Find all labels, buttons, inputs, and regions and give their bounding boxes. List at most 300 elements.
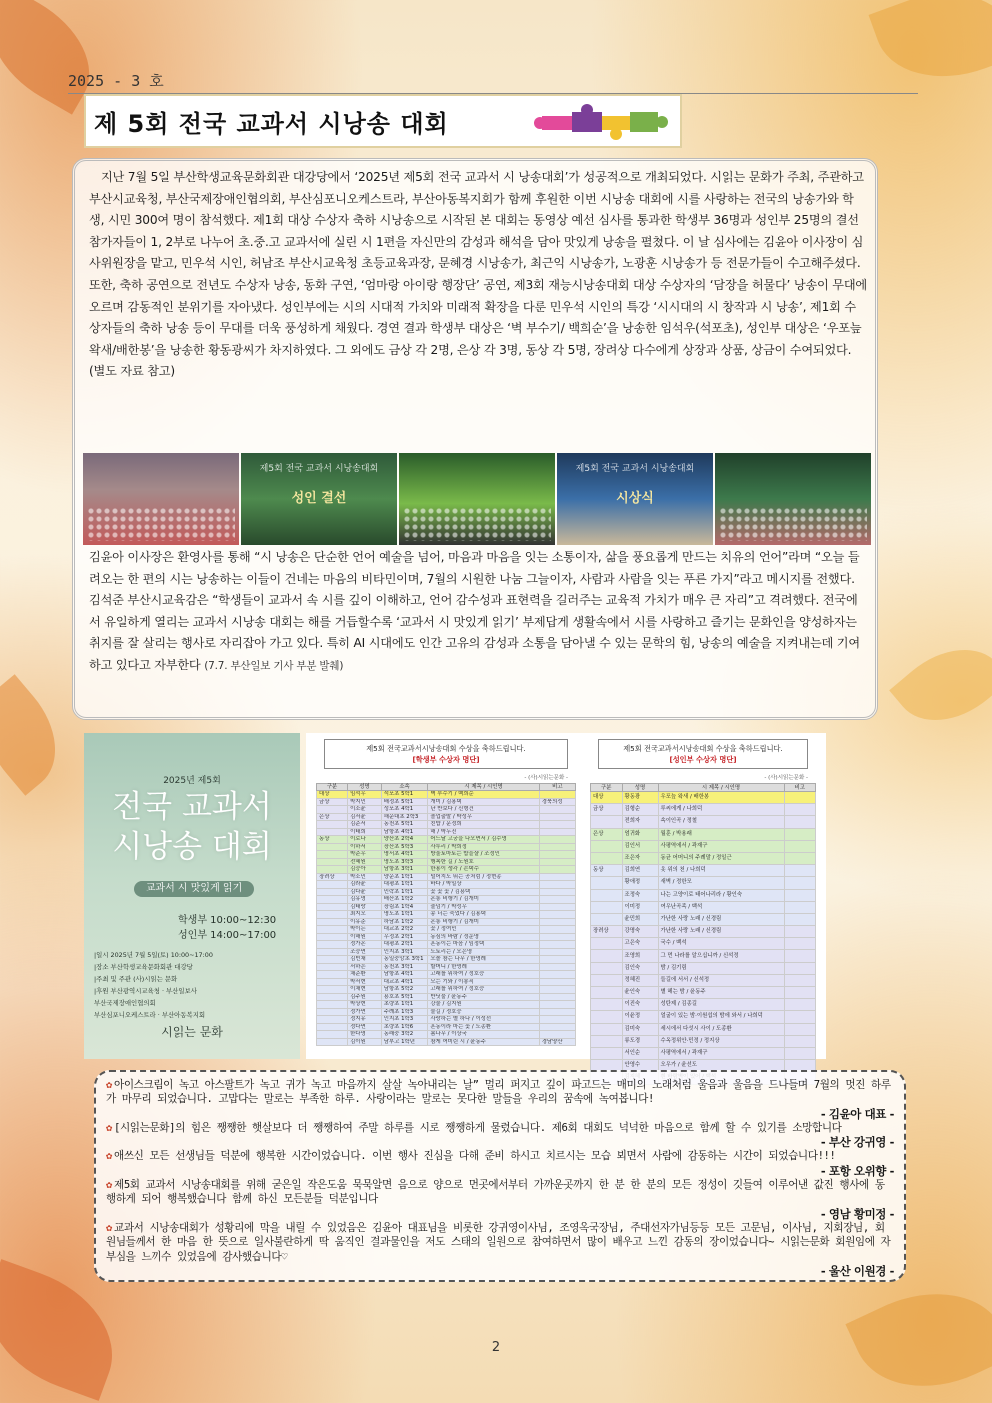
adult-list-heading-b: [성인부 수상자 명단] <box>669 755 737 764</box>
table-row <box>317 1031 576 1039</box>
table-cell: 대상 <box>591 792 623 804</box>
table-cell: 할머니 / 한영례 <box>428 963 539 971</box>
table-cell <box>539 963 575 971</box>
student-list-org: - (사)시읽는문화 - <box>524 775 568 781</box>
table-cell <box>317 941 348 949</box>
table-cell <box>784 828 816 840</box>
table-cell <box>317 918 348 926</box>
table-row <box>591 828 816 840</box>
table-cell: 윤인숙 <box>622 987 658 999</box>
table-row <box>317 933 576 941</box>
table-cell: 김빈채 <box>348 956 382 964</box>
flower-bullet-icon: ✿ <box>106 1150 112 1163</box>
table-cell: 대교초 4학1 <box>381 978 428 986</box>
table-cell: 정혜진 <box>622 974 658 986</box>
table-cell: 석포초 5학1 <box>381 791 428 799</box>
table-cell <box>591 852 623 864</box>
table-cell: 동래중 3학2 <box>381 1031 428 1039</box>
table-cell: 금상 <box>591 804 623 816</box>
table-cell: 루씨에게 / 나희덕 <box>658 804 784 816</box>
table-cell: 김이원 <box>348 1038 382 1046</box>
table-cell: 김인숙 <box>622 962 658 974</box>
table-cell <box>591 987 623 999</box>
table-cell: 윤민희 <box>622 913 658 925</box>
poster-times <box>178 913 276 943</box>
table-cell <box>591 962 623 974</box>
table-cell <box>539 941 575 949</box>
table-cell: 초량초 1학1 <box>381 1001 428 1009</box>
table-cell <box>539 978 575 986</box>
table-cell <box>591 938 623 950</box>
table-row <box>591 999 816 1011</box>
table-cell: 엄귀화 <box>622 828 658 840</box>
table-cell <box>539 911 575 919</box>
table-cell: 박소민 <box>348 873 382 881</box>
table-cell <box>317 971 348 979</box>
table-row <box>317 1038 576 1046</box>
table-row <box>591 926 816 938</box>
testimonial-item <box>106 1149 894 1178</box>
table-cell: 김형순 <box>622 804 658 816</box>
table-cell: 이윤정 <box>622 1011 658 1023</box>
table-cell <box>784 889 816 901</box>
table-cell: 동균 어머니의 주례말 / 정일근 <box>658 852 784 864</box>
audience-crowd <box>87 507 235 541</box>
table-cell: 용호초 5학1 <box>381 993 428 1001</box>
table-cell: 혼동이는 마음 / 임정택 <box>428 941 539 949</box>
table-cell: 민락초 1학1 <box>381 888 428 896</box>
table-cell: 김미숙 <box>622 1023 658 1035</box>
table-row <box>317 836 576 844</box>
table-row <box>317 1016 576 1024</box>
table-cell <box>784 913 816 925</box>
table-cell <box>317 986 348 994</box>
table-cell: 명서초 4학1 <box>381 851 428 859</box>
table-cell: 콩 너는 죽었다 / 김용택 <box>428 911 539 919</box>
poster-info <box>94 949 292 1021</box>
table-cell: 배산초 1학2 <box>381 896 428 904</box>
table-cell <box>784 840 816 852</box>
student-list-heading-a: 제5회 전국교과서시낭송대회 수상을 축하드립니다. <box>366 744 526 753</box>
table-row <box>317 963 576 971</box>
table-row <box>317 911 576 919</box>
table-cell <box>539 1008 575 1016</box>
table-cell: 하남초 1학2 <box>381 918 428 926</box>
table-cell: 꽃 / 정여민 <box>428 926 539 934</box>
photo-stage-subcaption: 성인 결선 <box>291 491 347 506</box>
table-cell <box>539 918 575 926</box>
table-cell <box>317 896 348 904</box>
table-cell: 경남양산 <box>539 1038 575 1046</box>
table-cell: 장려상 <box>591 926 623 938</box>
table-cell <box>784 987 816 999</box>
table-cell: 월훈 / 박용래 <box>658 828 784 840</box>
table-cell: 서인순 <box>622 1047 658 1059</box>
table-cell <box>317 1016 348 1024</box>
table-row <box>317 918 576 926</box>
autumn-leaf-decoration <box>889 626 992 744</box>
adult-list-org: - (사)시읽는문화 - <box>764 775 808 781</box>
page-number: 2 <box>491 1340 501 1355</box>
table-cell: 남항초 4학1 <box>381 971 428 979</box>
testimonial-author: - 울산 이원경 - <box>820 1263 894 1278</box>
table-row <box>317 896 576 904</box>
testimonial-item <box>106 1221 894 1278</box>
table-cell: 가난한 사랑 노래 / 신경림 <box>658 926 784 938</box>
table-cell <box>317 993 348 1001</box>
table-cell <box>591 877 623 889</box>
table-cell <box>317 1031 348 1039</box>
table-cell: 물길 / 정호승 <box>428 1008 539 1016</box>
table-cell: 수옥정위안·민정 / 정지상 <box>658 1035 784 1047</box>
table-row <box>317 858 576 866</box>
table-cell <box>317 948 348 956</box>
table-cell: 친밥 / 문정희 <box>428 821 539 829</box>
student-column-header: 소속 <box>381 784 428 791</box>
testimonial-item <box>106 1121 894 1150</box>
table-cell: 박서현 <box>348 978 382 986</box>
table-cell: 이로나 <box>348 836 382 844</box>
testimonial-author: - 영남 황미정 - <box>820 1206 894 1221</box>
table-cell <box>317 881 348 889</box>
table-cell <box>317 888 348 896</box>
table-cell: 성탄제 / 김종길 <box>658 999 784 1011</box>
table-cell: 박지민 <box>348 798 382 806</box>
article-paragraph-text: 김윤아 이사장은 환영사를 통해 “시 낭송은 단순한 언어 예술을 넘어, 마음과 마음을 잇는 소통이자, 삶을 풍요롭게 만드는 치유의 언어”라며 “오늘 들려오는 한 편의 시는 낭송하는 이들이 건네는 마음의 비타민이며, 7월의 시원한 나눔 그늘이자, 사람과 사람을 잇는 푸른 가지”라고 메시지를 전했다. 김석준 부산시교육감은 “학생들이 교과서 속 시를 깊이 이해하고, 언어 감수성과 표현력을 길러주는 교육적 가치가 매우 큰 자리”고 격려했다. 전국에서 유일하게 열리는 교과서 시낭송 대회는 해를 거듭할수록 ‘교과서 시 맛있게 읽기’ 부제답게 생활속에서 시를 사랑하고 즐기는 문화인을 양성하자는 취지를 잘 살리는 행사로 자리잡아 가고 있다. 특히 AI 시대에도 인간 고유의 감성과 소통을 담아낼 수 있는 문학의 힘, 낭송의 예술을 지켜내는데 기여하고 있다고 자부한다 <box>89 550 860 672</box>
table-cell <box>591 1035 623 1047</box>
table-cell: 꽃 꽃 꽃 / 김용택 <box>428 888 539 896</box>
table-cell: 고은숙 <box>622 938 658 950</box>
table-cell <box>317 1023 348 1031</box>
table-row <box>591 852 816 864</box>
table-cell <box>539 933 575 941</box>
table-cell <box>784 804 816 816</box>
table-cell: 이소윤 <box>348 806 382 814</box>
table-cell: 한다영 <box>348 1031 382 1039</box>
table-cell: 나는 고양이로 태어나리라 / 황인숙 <box>658 889 784 901</box>
table-cell <box>539 948 575 956</box>
table-cell: 은상 <box>317 813 348 821</box>
table-cell <box>539 1016 575 1024</box>
table-cell: 동천초 3학1 <box>381 963 428 971</box>
poster-edition: 2025년 제5회 <box>163 776 221 786</box>
table-cell: 대평초 2학1 <box>381 941 428 949</box>
poster-title-line: 전국 교과서 <box>112 789 272 825</box>
testimonial-item <box>106 1178 894 1221</box>
table-cell: 박이든 <box>348 926 382 934</box>
table-cell: 우포늪 왁새 / 배한봉 <box>658 792 784 804</box>
table-row <box>591 840 816 852</box>
table-row <box>591 889 816 901</box>
table-cell: 장산초 5학3 <box>381 843 428 851</box>
table-cell: 박상현 <box>348 1001 382 1009</box>
table-cell: 이해원 <box>348 933 382 941</box>
table-cell: 전희자 <box>622 816 658 828</box>
photo-stage-caption: 제5회 전국 교과서 시낭송대회 <box>259 464 379 474</box>
table-cell: 김다윤 <box>348 888 382 896</box>
table-cell: 고래를 위하여 / 정호승 <box>428 986 539 994</box>
table-cell: 이채현 <box>348 986 382 994</box>
table-cell: 동일중앙초 3학1 <box>381 956 428 964</box>
table-cell <box>317 1001 348 1009</box>
table-cell <box>317 1038 348 1046</box>
table-cell <box>539 828 575 836</box>
issue-number: 2025 - 3 호 <box>68 70 918 94</box>
table-cell <box>317 843 348 851</box>
table-cell: 명도초 3학3 <box>381 858 428 866</box>
poster-info-line: |후원 부산광역시교육청 · 부산일보사 <box>94 987 197 995</box>
table-cell: 이진숙 <box>622 999 658 1011</box>
table-cell: 동상 <box>317 836 348 844</box>
table-cell <box>317 866 348 874</box>
table-cell: 서하은 <box>348 963 382 971</box>
table-cell: 온통 비행기 / 김개미 <box>428 918 539 926</box>
table-cell: 조은자 <box>622 852 658 864</box>
table-row <box>591 962 816 974</box>
table-cell: 김준서 <box>348 821 382 829</box>
event-photo-award <box>557 453 713 545</box>
testimonial-text: 애쓰신 모든 선생님들 덕분에 행복한 시간이었습니다. 이번 행사 진심을 다해 준비 하시고 치르시는 모습 뵈면서 사람에 감동하는 시간이 되었습니다!!! <box>113 1150 836 1163</box>
table-cell <box>539 986 575 994</box>
table-row <box>317 986 576 994</box>
table-cell: 최지오 <box>348 911 382 919</box>
table-row <box>317 1008 576 1016</box>
table-cell <box>317 828 348 836</box>
autumn-leaf-decoration <box>0 674 79 796</box>
table-row <box>317 851 576 859</box>
table-cell <box>784 950 816 962</box>
testimonial-text: 교과서 시낭송대회가 성황리에 막을 내릴 수 있었음은 김윤아 대표님을 비롯한 강귀영이사님, 조영옥국장님, 주대선자가님등등 모든 고문님, 이사님, 지회장님, 회원님들께서 한 마음 한 뜻으로 일사불란하게 딱 움직인 결과물인을 저도 스태의 일원으로 참여하면서 많이 배우고 느낀 감동의 장이었습니다~ 시읽는문화 회원임에 자부심을 느끼수 있었음에 감사했습니다♡ <box>106 1221 891 1263</box>
table-row <box>591 1035 816 1047</box>
table-row <box>591 816 816 828</box>
table-cell: 장림초 1학4 <box>381 903 428 911</box>
table-cell: 주례초 1학3 <box>381 1008 428 1016</box>
table-cell <box>784 938 816 950</box>
title-banner <box>84 94 682 148</box>
table-cell: 봄나무 / 이상국 <box>428 1031 539 1039</box>
table-row <box>317 926 576 934</box>
table-cell: 배정초 5학1 <box>381 798 428 806</box>
table-cell <box>591 1047 623 1059</box>
table-cell: 오우가 / 윤선도 <box>658 1060 784 1072</box>
testimonial-text: [시읽는문화]의 힘은 쨍쨍한 햇살보다 더 쨍쨍하여 주말 하루를 시로 쨍쨍하게 물렸습니다. 제6회 대회도 넉넉한 마음으로 함께 할 수 있기를 소망합니다 <box>113 1121 842 1134</box>
page-title: 제 5회 전국 교과서 시낭송 대회 <box>94 109 449 138</box>
poster-time-student: 학생부 10:00~12:30 <box>178 915 277 926</box>
table-cell: 남항초 3학1 <box>381 866 428 874</box>
table-cell <box>539 888 575 896</box>
table-cell <box>591 889 623 901</box>
table-row <box>317 828 576 836</box>
table-row <box>317 971 576 979</box>
table-cell: 정다연 <box>348 1023 382 1031</box>
table-cell: 조정숙 <box>622 889 658 901</box>
article-source: (7.7. 부산일보 기사 부분 발췌) <box>204 659 344 672</box>
poster-title-line: 시낭송 대회 <box>112 829 272 865</box>
table-cell: 금상 <box>317 798 348 806</box>
table-cell <box>591 840 623 852</box>
poster-brand: 시읽는 문화 <box>161 1025 223 1039</box>
table-cell <box>784 974 816 986</box>
table-cell <box>317 926 348 934</box>
table-cell: 안영수 <box>622 1060 658 1072</box>
table-cell <box>317 806 348 814</box>
table-cell: 고래를 위하여 / 정호승 <box>428 971 539 979</box>
table-cell: 도토리는 / 오은영 <box>428 948 539 956</box>
table-row <box>591 1023 816 1035</box>
table-row <box>317 1023 576 1031</box>
table-cell <box>539 971 575 979</box>
table-cell: 인지초 3학1 <box>381 948 428 956</box>
table-cell: 벽 부수기 / 백희순 <box>428 791 539 799</box>
table-row <box>591 950 816 962</box>
table-cell <box>539 836 575 844</box>
table-cell: 참게 여미린 시 / 윤동주 <box>428 1038 539 1046</box>
table-cell: 옷 위의 천 / 나희덕 <box>658 865 784 877</box>
table-cell <box>317 933 348 941</box>
table-cell: 김인서 <box>622 840 658 852</box>
table-cell <box>591 950 623 962</box>
table-cell: 양산초 2학4 <box>381 836 428 844</box>
table-row <box>591 974 816 986</box>
table-cell <box>317 858 348 866</box>
table-cell: 별 헤는 밤 / 윤동주 <box>658 987 784 999</box>
table-cell: 이하서 <box>348 843 382 851</box>
photo-award-caption: 제5회 전국 교과서 시낭송대회 <box>575 464 695 474</box>
poster-info-line: |장소 부산학생교육문화회관 대강당 <box>94 963 193 971</box>
table-cell <box>317 821 348 829</box>
event-photo-audience <box>83 453 239 545</box>
table-cell <box>539 993 575 1001</box>
table-cell: 새벽 / 정한모 <box>658 877 784 889</box>
poster-info-line: |주최 및 주관 (사)시읽는 문화 <box>94 975 178 983</box>
table-cell <box>784 901 816 913</box>
table-row <box>591 804 816 816</box>
table-cell: 인지초 1학3 <box>381 1016 428 1024</box>
table-cell: 동천초 5학1 <box>381 821 428 829</box>
table-row <box>591 792 816 804</box>
table-cell <box>591 1011 623 1023</box>
table-cell <box>784 816 816 828</box>
table-cell <box>317 851 348 859</box>
table-cell <box>784 852 816 864</box>
table-cell <box>784 1011 816 1023</box>
flower-bullet-icon: ✿ <box>106 1221 112 1234</box>
table-cell <box>539 866 575 874</box>
winners-lists-panel <box>306 733 826 1069</box>
table-cell: 얼굴이 있는 밤·이원섭의 밤에 와서 / 나희덕 <box>658 1011 784 1023</box>
table-cell: 동상 <box>591 865 623 877</box>
table-cell <box>784 999 816 1011</box>
table-row <box>317 806 576 814</box>
table-cell <box>784 1047 816 1059</box>
table-cell: 류도경 <box>622 1035 658 1047</box>
table-cell: 양운초 1학1 <box>381 873 428 881</box>
student-column-header: 시 제목 / 시인명 <box>428 784 539 791</box>
table-cell: 경북의성 <box>539 798 575 806</box>
table-cell: 한용이 생각 / 손택수 <box>428 866 539 874</box>
table-cell <box>591 913 623 925</box>
poster-title <box>84 787 300 867</box>
table-row <box>317 948 576 956</box>
table-cell <box>591 999 623 1011</box>
table-cell <box>539 843 575 851</box>
table-cell <box>539 791 575 799</box>
table-cell <box>539 1001 575 1009</box>
table-row <box>317 813 576 821</box>
table-row <box>591 1047 816 1059</box>
table-cell: 동심의 바람 / 정운영 <box>428 933 539 941</box>
table-cell <box>317 911 348 919</box>
event-photo-group <box>715 453 871 545</box>
testimonial-text: 아이스크림이 녹고 아스팔트가 녹고 귀가 녹고 마음까지 살살 녹아내리는 날” 멀리 퍼지고 깊이 파고드는 매미의 노래처럼 울음과 울음을 드나들며 7월의 멋진 하루가 마무리 되었습니다. 고맙다는 말로는 부족한 하루. 사랑이라는 말로는 못다한 말들을 우리의 꿈속에 녹여봅니다! <box>106 1079 891 1106</box>
table-cell: 이미정 <box>622 901 658 913</box>
table-cell: 황애정 <box>622 877 658 889</box>
table-row <box>591 913 816 925</box>
adult-winners-table <box>590 783 816 1085</box>
table-cell: 박준우 <box>348 851 382 859</box>
table-cell: 정가온 <box>348 941 382 949</box>
table-row <box>317 798 576 806</box>
table-cell: 가난한 사랑 노래 / 신경림 <box>658 913 784 925</box>
testimonials-box <box>94 1070 906 1282</box>
adult-column-header: 비고 <box>784 784 816 792</box>
article-paragraph: 지난 7월 5일 부산학생교육문화회관 대강당에서 ‘2025년 제5회 전국 교과서 시 낭송대회’가 성공적으로 개최되었다. 시읽는 문화가 주최, 주관하고 부산시교육청, 부산국제장애인협의회, 부산심포니오케스트라, 부산아동복지회가 함께 후원한 이번 시낭송 대회에 시를 사랑하는 전국의 낭송가와 학생, 시민 300여 명이 참석했다. 제1회 대상 수상자 축하 시낭송으로 시작된 본 대회는 동영상 예선 심사를 통과한 학생부 36명과 성인부 25명의 결선 참가자들이 1, 2부로 나누어 초.중.고 교과서에 실린 시 1편을 자신만의 감성과 해석을 담아 맛있게 낭송을 펼쳤다. 이 날 심사에는 김윤아 이사장이 심사위원장을 맡고, 민우석 시인, 허남조 부산시교육청 초등교육과장, 문혜경 시낭송가, 최근익 시낭송가, 노광훈 시낭송가 등 전문가들이 수고해주셨다. 또한, 축하 공연으로 전년도 수상자 낭송, 동화 구연, ‘엄마랑 아이랑 행장단’ 공연, 제3회 재능시낭송대회 대상 수상자의 ‘담장을 허물다’ 낭송이 무대에 오르며 감동적인 분위기를 자아냈다. 성인부에는 시의 시대적 가치와 미래적 확장을 다룬 민우석 시인의 특강 ‘시시대의 시 창작과 시 낭송’, 제1회 수상자들의 축하 낭송 등이 무대를 더욱 풍성하게 채웠다. 경연 결과 학생부 대상은 ‘벽 부수기/ 백희순’을 낭송한 임석우(석포초), 성인부 대상은 ‘우포늪 왁새/배한봉’을 낭송한 황동광씨가 차지하였다. 그 외에도 금상 각 2명, 은상 각 3명, 동상 각 5명, 장려상 다수에게 상장과 상품, 상금이 수여되었다. (별도 자료 참고) <box>89 170 867 379</box>
table-cell: 혼동이라 마는 꽃 / 도종환 <box>428 1023 539 1031</box>
poster-subtitle: 교과서 시 맛있게 읽기 <box>134 881 254 897</box>
table-cell: 김희연 <box>622 865 658 877</box>
table-row <box>317 791 576 799</box>
table-cell <box>539 1023 575 1031</box>
table-cell <box>539 896 575 904</box>
table-cell <box>317 956 348 964</box>
table-cell <box>539 1031 575 1039</box>
table-cell <box>539 821 575 829</box>
student-list-heading <box>324 739 568 769</box>
student-winners-table <box>316 783 576 1046</box>
table-row <box>591 901 816 913</box>
adult-column-header: 시 제목 / 시인명 <box>658 784 784 792</box>
table-cell: 김라윤 <box>348 881 382 889</box>
table-cell <box>539 881 575 889</box>
table-cell: 오솔 참는 나무 / 한영례 <box>428 956 539 964</box>
autumn-leaf-decoration <box>845 1265 992 1403</box>
table-row <box>591 987 816 999</box>
table-cell <box>539 956 575 964</box>
table-cell: 은상 <box>591 828 623 840</box>
table-cell: 밤 / 김기림 <box>658 962 784 974</box>
table-row <box>317 843 576 851</box>
table-row <box>317 978 576 986</box>
adult-column-header: 구분 <box>591 784 623 792</box>
table-cell: 대평초 1학1 <box>381 881 428 889</box>
table-cell: 대상 <box>317 791 348 799</box>
table-cell: 명도초 1학1 <box>381 911 428 919</box>
performers-group <box>403 507 551 541</box>
table-cell: 강명숙 <box>622 926 658 938</box>
poster-time-adult: 성인부 14:00~17:00 <box>178 930 277 941</box>
table-cell: 이유준 <box>348 918 382 926</box>
table-cell: 어느날 고궁을 나오면서 / 김수영 <box>428 836 539 844</box>
table-cell <box>317 903 348 911</box>
poster-info-line: |일시 2025년 7월 5일(토) 10:00~17:00 <box>94 951 213 959</box>
table-cell: 정가연 <box>348 1008 382 1016</box>
student-winners-list <box>316 733 576 1059</box>
table-cell: 장려상 <box>317 873 348 881</box>
table-cell: 사랑하는 별 하나 / 이성선 <box>428 1016 539 1024</box>
adult-winners-list <box>590 733 816 1069</box>
table-cell <box>591 816 623 828</box>
table-cell <box>591 974 623 986</box>
